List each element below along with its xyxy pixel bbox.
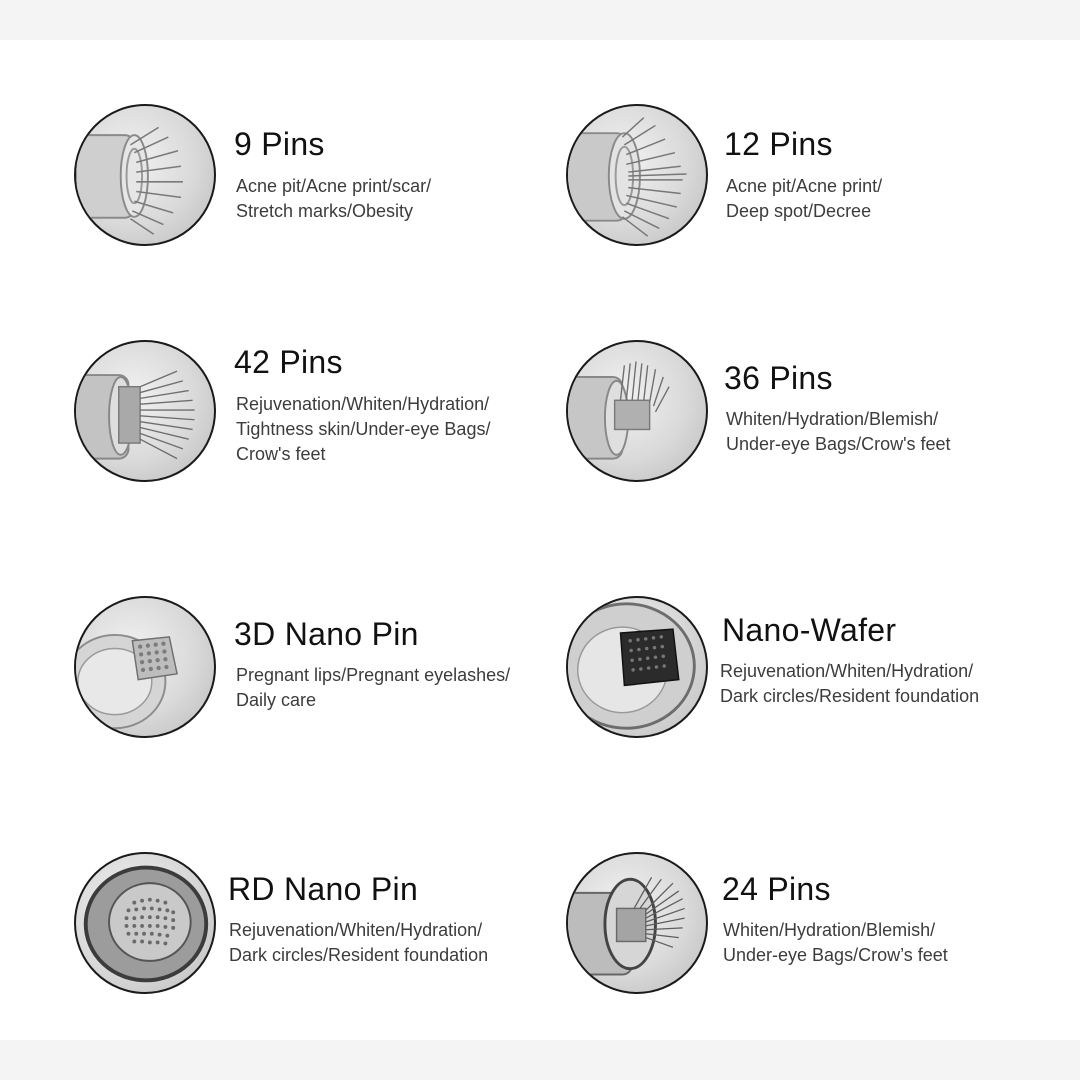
product-description — [726, 407, 951, 457]
needle-cartridge-24-pins-icon — [566, 852, 708, 994]
product-title: 36 Pins — [724, 360, 833, 396]
bottom-band — [0, 1040, 1080, 1080]
product-description — [723, 918, 948, 968]
product-title: 42 Pins — [234, 344, 343, 380]
description-line: Daily care — [236, 690, 317, 710]
needle-cartridge-12-pins-icon — [566, 104, 708, 246]
product-description — [236, 663, 510, 713]
description-line: Whiten/Hydration/Blemish/ — [726, 409, 939, 429]
nano-pin-cartridge-3d-icon — [74, 596, 216, 738]
needle-cartridge-42-pins-icon — [74, 340, 216, 482]
description-line: Deep spot/Decree — [726, 201, 872, 221]
nano-wafer-cartridge-icon — [566, 596, 708, 738]
product-title: Nano-Wafer — [722, 612, 897, 648]
product-title: 9 Pins — [234, 126, 325, 162]
product-title: 3D Nano Pin — [234, 616, 419, 652]
product-description — [236, 392, 490, 467]
description-line: Rejuvenation/Whiten/Hydration/ — [236, 394, 490, 414]
product-description — [236, 174, 431, 224]
description-line: Under-eye Bags/Crow's feet — [726, 434, 951, 454]
needle-cartridge-36-pins-icon — [566, 340, 708, 482]
description-line: Rejuvenation/Whiten/Hydration/ — [720, 661, 974, 681]
description-line: Crow's feet — [236, 444, 326, 464]
description-line: Acne pit/Acne print/scar/ — [236, 176, 432, 196]
description-line: Dark circles/Resident foundation — [229, 945, 489, 965]
nano-pin-cartridge-round-icon — [74, 852, 216, 994]
description-line: Rejuvenation/Whiten/Hydration/ — [229, 920, 483, 940]
product-description — [720, 659, 979, 709]
needle-cartridge-9-pins-icon — [74, 104, 216, 246]
description-line: Tightness skin/Under-eye Bags/ — [236, 419, 491, 439]
product-title: 24 Pins — [722, 871, 831, 907]
product-description — [726, 174, 882, 224]
description-line: Acne pit/Acne print/ — [726, 176, 883, 196]
description-line: Whiten/Hydration/Blemish/ — [723, 920, 936, 940]
top-band — [0, 0, 1080, 40]
description-line: Under-eye Bags/Crow’s feet — [723, 945, 948, 965]
product-description — [229, 918, 488, 968]
description-line: Pregnant lips/Pregnant eyelashes/ — [236, 665, 511, 685]
description-line: Dark circles/Resident foundation — [720, 686, 980, 706]
product-title: 12 Pins — [724, 126, 833, 162]
description-line: Stretch marks/Obesity — [236, 201, 414, 221]
product-title: RD Nano Pin — [228, 871, 419, 907]
